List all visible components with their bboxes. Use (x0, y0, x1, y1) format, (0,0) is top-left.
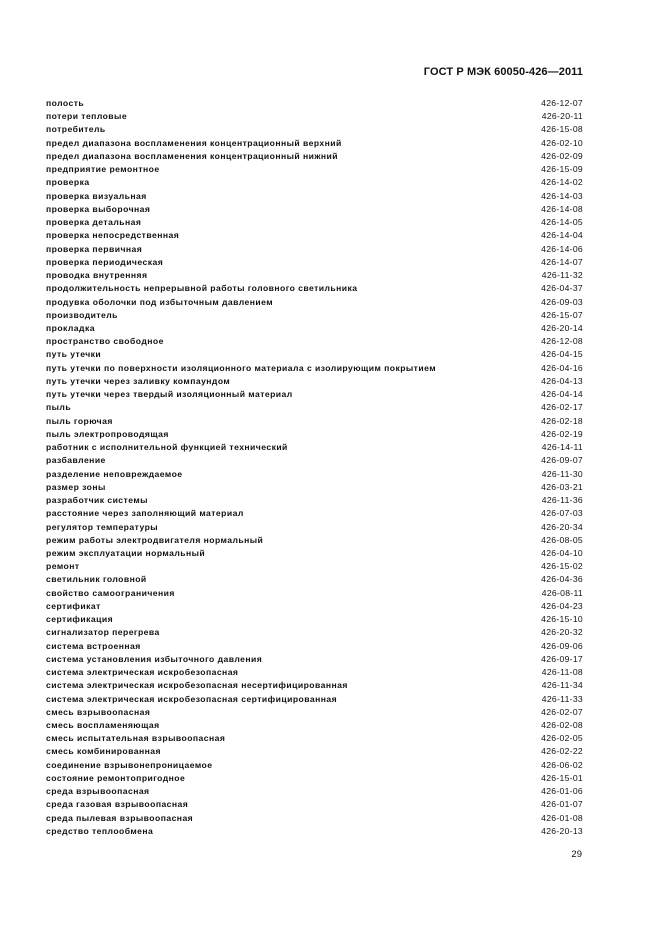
index-term: предприятие ремонтное (46, 164, 160, 175)
index-code: 426-15-07 (541, 309, 583, 320)
index-entry (46, 521, 583, 534)
index-term: размер зоны (46, 481, 106, 492)
index-code: 426-15-10 (541, 614, 583, 625)
index-code: 426-20-34 (541, 521, 583, 532)
index-term: система установления избыточного давления (46, 653, 263, 664)
index-code: 426-02-18 (541, 415, 583, 426)
index-term: продолжительность непрерывной работы головного светильника (46, 283, 358, 294)
index-code: 426-14-11 (541, 442, 583, 453)
index-entry (46, 176, 583, 189)
index-code: 426-14-05 (541, 217, 583, 228)
index-entry (46, 150, 583, 163)
index-code: 426-15-02 (541, 561, 583, 572)
index-code: 426-02-10 (541, 137, 583, 148)
index-term: средство теплообмена (46, 825, 154, 836)
index-term: система электрическая искробезопасная (46, 667, 239, 678)
index-code: 426-11-08 (541, 667, 583, 678)
index-term: прокладка (46, 322, 95, 333)
index-term: регулятор температуры (46, 521, 159, 532)
index-code: 426-20-14 (541, 322, 583, 333)
index-code: 426-11-32 (541, 270, 583, 281)
index-term: проверка периодическая (46, 256, 164, 267)
index-code: 426-04-37 (541, 283, 583, 294)
index-entry (46, 600, 583, 613)
index-term: среда взрывоопасная (46, 786, 150, 797)
index-entry (46, 97, 583, 110)
index-term: путь утечки через твердый изоляционный материал (46, 389, 293, 400)
index-entry (46, 229, 583, 242)
index-entry (46, 640, 583, 653)
index-entry (46, 282, 583, 295)
index-code: 426-04-10 (541, 547, 583, 558)
index-term: пыль горючая (46, 415, 113, 426)
index-code: 426-02-07 (541, 706, 583, 717)
page-number: 29 (571, 849, 582, 860)
index-term: режим работы электродвигателя нормальный (46, 534, 264, 545)
index-code: 426-04-13 (541, 375, 583, 386)
index-term: путь утечки (46, 349, 102, 360)
index-term: проверка визуальная (46, 190, 147, 201)
index-entry (46, 468, 583, 481)
index-code: 426-04-36 (541, 574, 583, 585)
index-code: 426-02-08 (541, 720, 583, 731)
index-entry (46, 785, 583, 798)
index-term: проверка (46, 177, 90, 188)
index-code: 426-14-06 (541, 243, 583, 254)
index-term: потребитель (46, 124, 106, 135)
index-entry (46, 507, 583, 520)
index-code: 426-14-02 (541, 177, 583, 188)
index-term: система электрическая искробезопасная несертифицированная (46, 680, 348, 691)
index-entry (46, 719, 583, 732)
index-term: продувка оболочки под избыточным давлением (46, 296, 274, 307)
term-index-list (46, 97, 583, 838)
index-entry (46, 362, 583, 375)
index-code: 426-15-08 (541, 124, 583, 135)
index-entry (46, 110, 583, 123)
index-term: расстояние через заполняющий материал (46, 508, 244, 519)
index-term: сертификат (46, 600, 101, 611)
index-term: полость (46, 98, 85, 108)
index-entry (46, 203, 583, 216)
index-code: 426-01-07 (541, 799, 583, 810)
index-entry (46, 534, 583, 547)
index-term: смесь взрывоопасная (46, 706, 151, 717)
index-term: сигнализатор перегрева (46, 627, 160, 638)
index-term: потери тепловые (46, 111, 128, 122)
index-code: 426-14-04 (541, 230, 583, 241)
index-entry (46, 216, 583, 229)
index-term: смесь испытательная взрывоопасная (46, 733, 226, 744)
index-code: 426-06-02 (541, 759, 583, 770)
document-header: ГОСТ Р МЭК 60050-426—2011 (423, 66, 583, 78)
index-entry (46, 256, 583, 269)
index-term: ремонт (46, 561, 80, 572)
index-entry (46, 401, 583, 414)
index-entry (46, 454, 583, 467)
index-term: система электрическая искробезопасная сертифицированная (46, 693, 338, 704)
index-term: система встроенная (46, 640, 141, 651)
index-code: 426-01-06 (541, 786, 583, 797)
index-entry (46, 798, 583, 811)
index-code: 426-14-08 (541, 203, 583, 214)
index-code: 426-02-05 (541, 733, 583, 744)
index-entry (46, 309, 583, 322)
index-entry (46, 573, 583, 586)
index-entry (46, 666, 583, 679)
index-code: 426-12-08 (541, 336, 583, 347)
index-term: производитель (46, 309, 118, 320)
index-term: среда газовая взрывоопасная (46, 799, 189, 810)
index-entry (46, 123, 583, 136)
index-term: режим эксплуатации нормальный (46, 547, 206, 558)
index-term: проверка непосредственная (46, 230, 180, 241)
index-term: разбавление (46, 455, 106, 466)
index-entry (46, 587, 583, 600)
index-code: 426-02-09 (541, 150, 583, 161)
index-term: путь утечки по поверхности изоляционного материала с изолирующим покрытием (46, 362, 437, 373)
index-entry (46, 428, 583, 441)
index-entry (46, 415, 583, 428)
index-entry (46, 441, 583, 454)
index-term: проводка внутренняя (46, 270, 148, 281)
index-entry (46, 825, 583, 838)
index-entry (46, 190, 583, 203)
index-term: смесь комбинированная (46, 746, 161, 757)
index-code: 426-07-03 (541, 508, 583, 519)
index-entry (46, 296, 583, 309)
index-code: 426-20-32 (541, 627, 583, 638)
index-term: проверка выборочная (46, 203, 151, 214)
index-code: 426-02-17 (541, 402, 583, 413)
index-code: 426-11-36 (541, 495, 583, 506)
index-code: 426-20-11 (541, 111, 583, 122)
index-code: 426-04-16 (541, 362, 583, 373)
index-entry (46, 481, 583, 494)
index-entry (46, 732, 583, 745)
index-code: 426-11-33 (541, 693, 583, 704)
index-entry (46, 322, 583, 335)
index-term: смесь воспламеняющая (46, 720, 160, 731)
index-entry (46, 163, 583, 176)
index-term: предел диапазона воспламенения концентрационный нижний (46, 150, 339, 161)
index-term: свойство самоограничения (46, 587, 175, 598)
index-term: пыль электропроводящая (46, 428, 169, 439)
index-code: 426-09-06 (541, 640, 583, 651)
index-entry (46, 693, 583, 706)
index-term: пространство свободное (46, 336, 164, 347)
index-term: пыль (46, 402, 72, 413)
index-entry (46, 745, 583, 758)
index-entry (46, 335, 583, 348)
index-code: 426-15-09 (541, 164, 583, 175)
index-term: разделение неповреждаемое (46, 468, 183, 479)
index-entry (46, 706, 583, 719)
index-entry (46, 388, 583, 401)
index-code: 426-09-17 (541, 653, 583, 664)
index-code: 426-02-19 (541, 428, 583, 439)
index-code: 426-14-07 (541, 256, 583, 267)
index-code: 426-04-23 (541, 600, 583, 611)
index-term: работник с исполнительной функцией технический (46, 442, 288, 453)
index-entry (46, 772, 583, 785)
index-entry (46, 613, 583, 626)
index-code: 426-15-01 (541, 772, 583, 783)
index-term: соединение взрывонепроницаемое (46, 759, 213, 770)
index-code: 426-08-11 (541, 587, 583, 598)
index-code: 426-11-34 (541, 680, 583, 691)
index-entry (46, 243, 583, 256)
index-term: светильник головной (46, 574, 147, 585)
index-code: 426-14-03 (541, 190, 583, 201)
index-entry (46, 494, 583, 507)
index-term: проверка первичная (46, 243, 143, 254)
index-entry (46, 547, 583, 560)
index-entry (46, 375, 583, 388)
index-entry (46, 560, 583, 573)
index-code: 426-01-08 (541, 812, 583, 823)
index-term: сертификация (46, 614, 114, 625)
index-term: среда пылевая взрывоопасная (46, 812, 194, 823)
index-code: 426-20-13 (541, 825, 583, 836)
index-term: состояние ремонтопригодное (46, 772, 186, 783)
index-entry (46, 679, 583, 692)
index-entry (46, 626, 583, 639)
index-code: 426-04-15 (541, 349, 583, 360)
index-term: путь утечки через заливку компаундом (46, 375, 231, 386)
index-entry (46, 653, 583, 666)
index-entry (46, 759, 583, 772)
index-code: 426-09-03 (541, 296, 583, 307)
index-code: 426-02-22 (541, 746, 583, 757)
index-entry (46, 269, 583, 282)
index-code: 426-03-21 (541, 481, 583, 492)
index-entry (46, 812, 583, 825)
index-entry (46, 348, 583, 361)
index-entry (46, 137, 583, 150)
index-code: 426-12-07 (541, 98, 583, 108)
index-term: разработчик системы (46, 495, 148, 506)
index-code: 426-08-05 (541, 534, 583, 545)
index-code: 426-11-30 (541, 468, 583, 479)
index-code: 426-04-14 (541, 389, 583, 400)
index-term: проверка детальная (46, 217, 142, 228)
index-code: 426-09-07 (541, 455, 583, 466)
index-term: предел диапазона воспламенения концентрационный верхний (46, 137, 342, 148)
